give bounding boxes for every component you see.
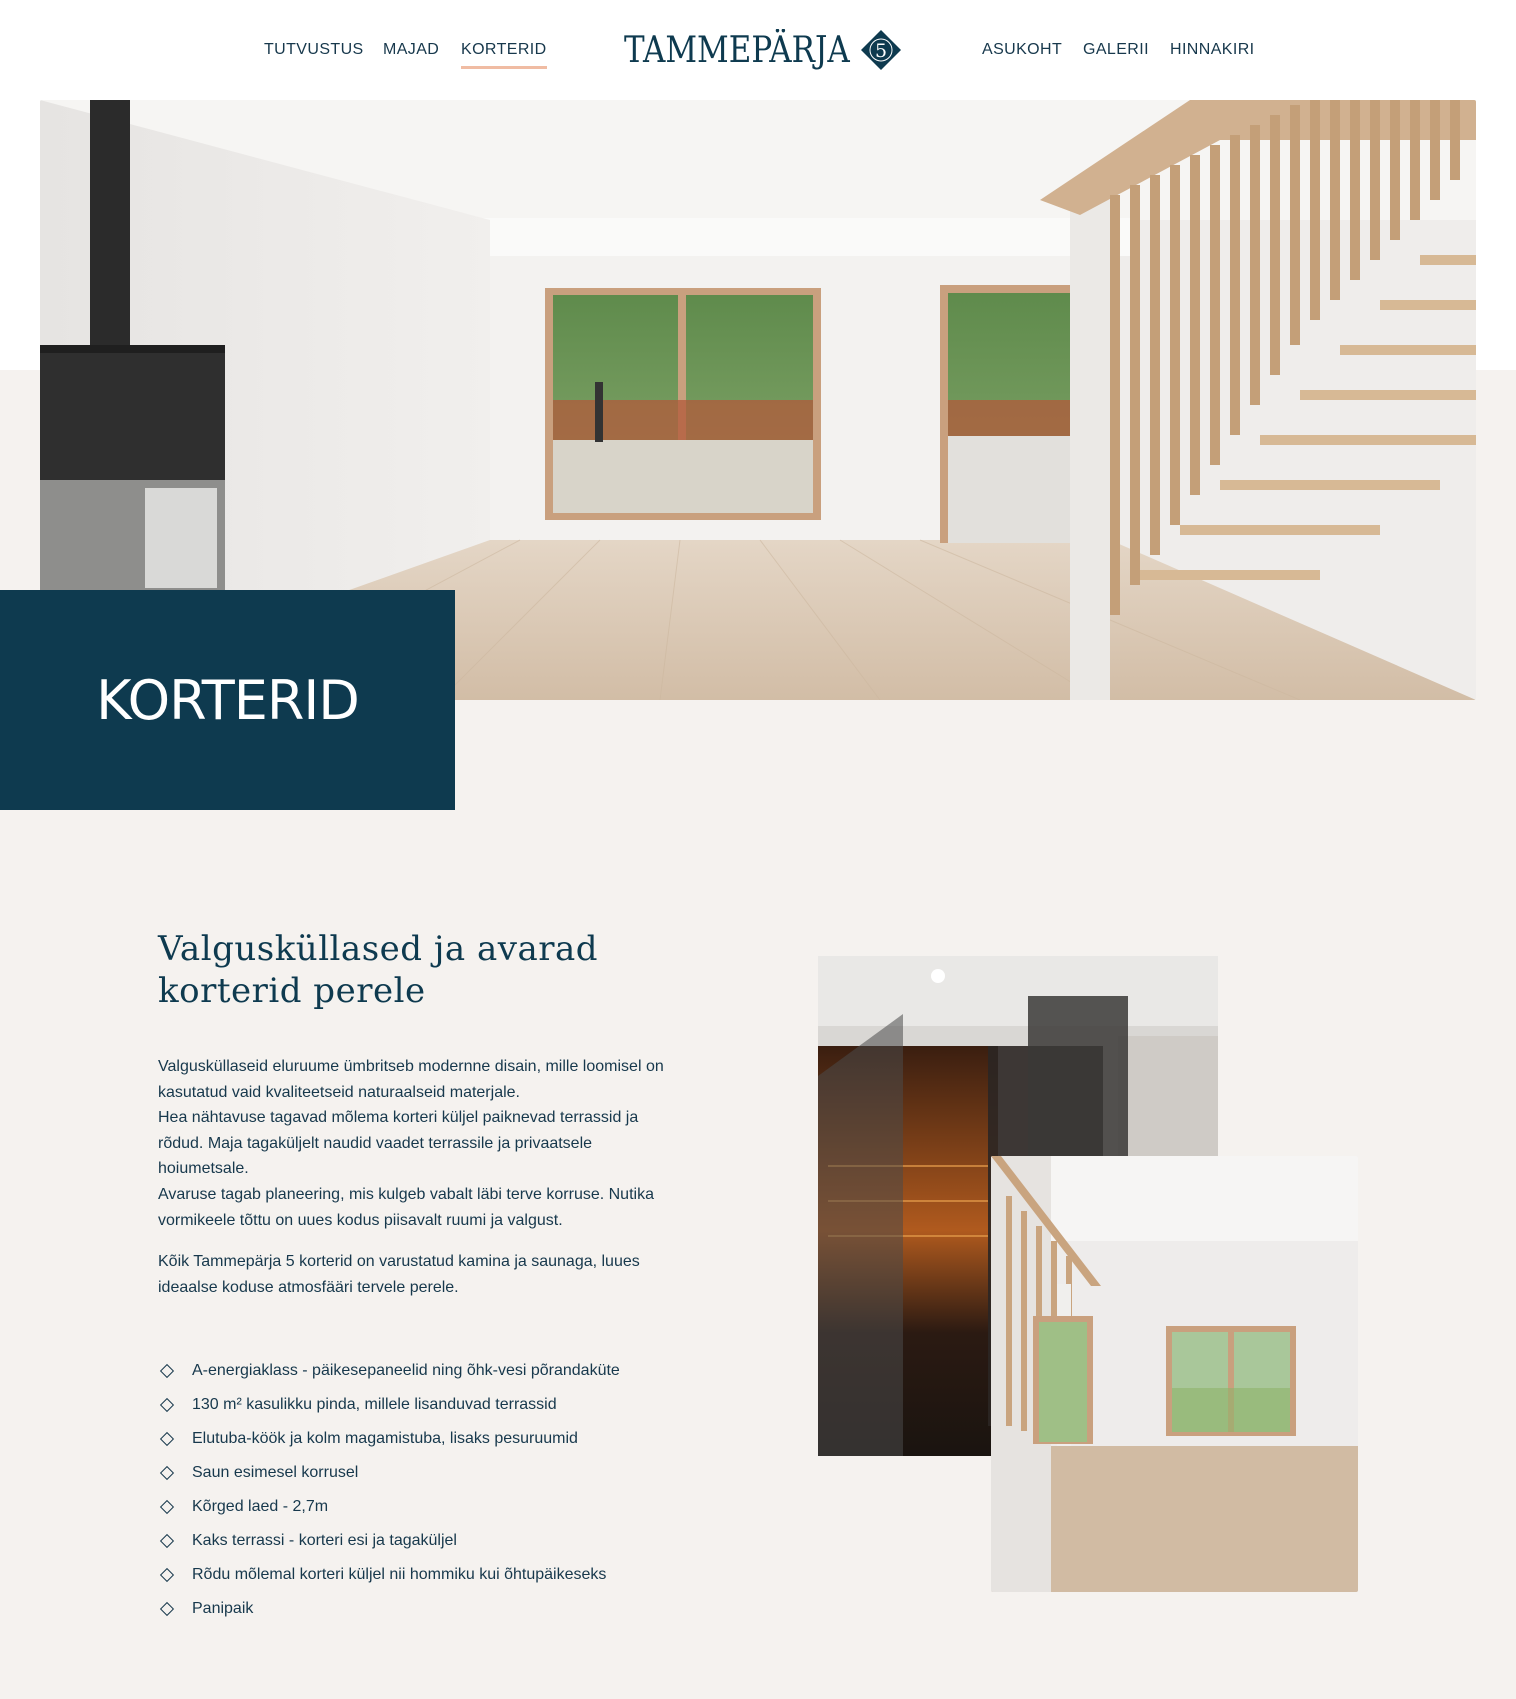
feature-item: [158, 1388, 620, 1422]
intro-paragraph: [158, 1054, 718, 1233]
diamond-bullet-icon: [160, 1364, 174, 1378]
nav-galerii[interactable]: GALERII: [1083, 41, 1149, 58]
diamond-bullet-icon: [160, 1466, 174, 1480]
nav-majad[interactable]: MAJAD: [383, 41, 440, 58]
intro-line: Valgusküllaseid eluruume ümbritseb modernne disain, mille loomisel on: [158, 1058, 664, 1075]
page-title-box: [0, 590, 455, 810]
intro-line: Avaruse tagab planeering, mis kulgeb vabalt läbi terve korruse. Nutika: [158, 1185, 654, 1203]
diamond-bullet-icon: [160, 1432, 174, 1446]
diamond-bullet-icon: [160, 1500, 174, 1514]
intro-line: vormikeele tõttu on uues kodus piisavalt ruumi ja valgust.: [158, 1211, 563, 1229]
feature-item: [158, 1490, 620, 1524]
feature-text: Elutuba-köök ja kolm magamistuba, lisaks pesuruumid: [192, 1430, 578, 1447]
feature-text: Kõrged laed - 2,7m: [192, 1498, 329, 1515]
intro-line: hoiumetsale.: [158, 1160, 249, 1178]
nav-asukoht[interactable]: ASUKOHT: [982, 41, 1063, 58]
diamond-bullet-icon: [160, 1602, 174, 1616]
feature-item: [158, 1456, 620, 1490]
diamond-bullet-icon: [160, 1398, 174, 1412]
feature-text: Kaks terrassi - korteri esi ja tagaküljel: [192, 1532, 457, 1549]
logo-badge-number: 5: [874, 40, 888, 62]
section-heading-line-2: korterid perele: [158, 971, 426, 1011]
intro-line: Hea nähtavuse tagavad mõlema korteri küljel paiknevad terrassid ja: [158, 1109, 639, 1127]
nav-hinnakiri[interactable]: HINNAKIRI: [1170, 41, 1255, 58]
feature-text: A-energiaklass - päikesepaneelid ning õhk-vesi põrandaküte: [192, 1362, 620, 1379]
fireplace-line: Kõik Tammepärja 5 korterid on varustatud kamina ja saunaga, luues: [158, 1253, 640, 1270]
site-logo[interactable]: [624, 28, 887, 72]
feature-text: Rõdu mõlemal korteri küljel nii hommiku kui õhtupäikeseks: [192, 1566, 607, 1583]
living-room-image: [991, 1156, 1358, 1592]
fireplace-line: ideaalse koduse atmosfääri tervele perele.: [158, 1278, 459, 1296]
feature-list: [158, 1354, 620, 1626]
feature-item: [158, 1422, 620, 1456]
section-heading-line-1: Valgusküllased ja avarad: [158, 929, 599, 969]
nav-tutvustus[interactable]: TUTVUSTUS: [264, 41, 364, 58]
section-heading: [158, 928, 718, 1012]
logo-diamond-badge: [860, 29, 902, 71]
diamond-bullet-icon: [160, 1568, 174, 1582]
feature-item: [158, 1592, 620, 1626]
feature-item: [158, 1558, 620, 1592]
fireplace-paragraph: [158, 1249, 718, 1300]
nav-korterid[interactable]: KORTERID: [461, 41, 547, 58]
feature-item: [158, 1354, 620, 1388]
diamond-bullet-icon: [160, 1534, 174, 1548]
page-title: KORTERID: [96, 668, 359, 732]
intro-line: rõdud. Maja tagaküljelt naudid vaadet terrassile ja privaatsele: [158, 1134, 593, 1152]
feature-text: 130 m² kasulikku pinda, millele lisanduvad terrassid: [192, 1396, 557, 1413]
logo-wordmark: TAMMEPÄRJA: [624, 29, 850, 71]
feature-text: Saun esimesel korrusel: [192, 1464, 359, 1481]
feature-text: Panipaik: [192, 1600, 254, 1617]
intro-line: kasutatud vaid kvaliteetseid naturaalseid materjale.: [158, 1083, 520, 1101]
feature-item: [158, 1524, 620, 1558]
